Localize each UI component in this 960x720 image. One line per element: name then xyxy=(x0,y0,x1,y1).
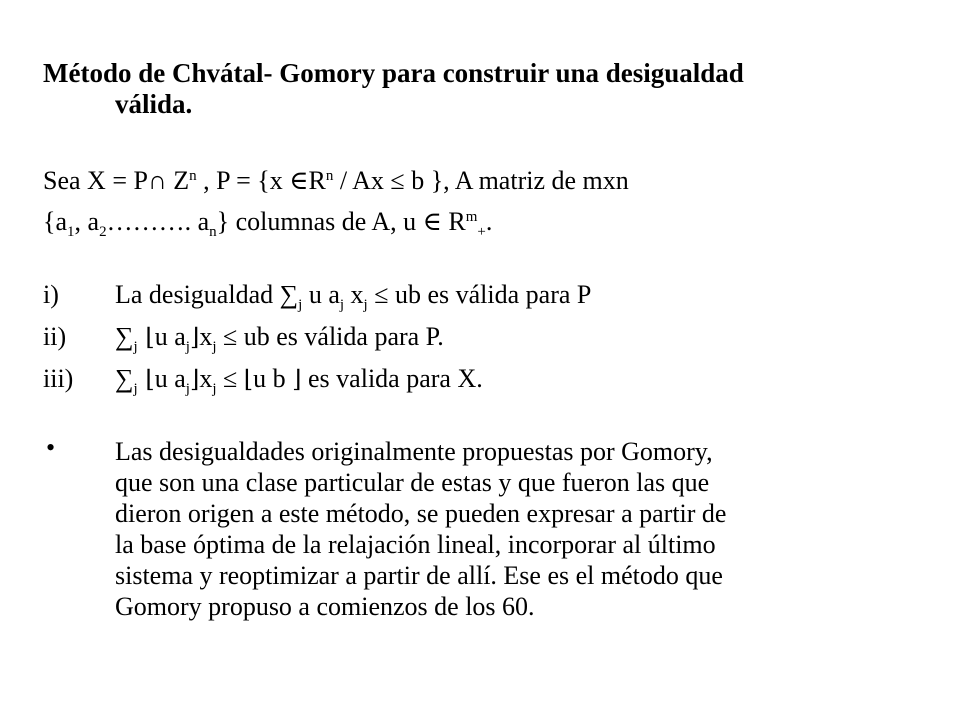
sum-symbol: ∑ xyxy=(115,322,134,351)
def1-text-d: R xyxy=(308,166,326,195)
def1-sup-n1: n xyxy=(189,168,197,184)
bullet-icon: • xyxy=(46,433,56,462)
def2-sub-plus: + xyxy=(477,224,486,240)
paragraph-line: la base óptima de la relajación lineal, incorporar al último xyxy=(115,530,716,559)
paragraph-line: sistema y reoptimizar a partir de allí. Ese es el método que xyxy=(115,561,723,590)
floor-left-symbol: ⌊ xyxy=(137,323,155,351)
item-text: x xyxy=(199,322,213,351)
item-text: u a xyxy=(154,322,186,351)
sub-j: j xyxy=(363,297,368,313)
paragraph-line: Gomory propuso a comienzos de los 60. xyxy=(115,592,535,621)
floor-right-symbol: ⌋ xyxy=(189,323,200,351)
list-item-ii xyxy=(43,322,444,355)
item-label: i) xyxy=(43,280,59,309)
item-text: u a xyxy=(302,280,340,309)
floor-right-symbol: ⌋ xyxy=(292,365,302,393)
paragraph-line: que son una clase particular de estas y que fueron las que xyxy=(115,468,710,497)
sum-symbol: ∑ xyxy=(279,280,299,309)
item-text: La desigualdad xyxy=(115,280,280,309)
def2-sub-1: 1 xyxy=(67,224,75,240)
floor-left-symbol: ⌊ xyxy=(243,365,254,393)
item-text: ≤ ub es válida para P xyxy=(367,280,592,309)
sub-j: j xyxy=(185,381,190,397)
def2-text-f: . xyxy=(485,207,493,236)
sub-j: j xyxy=(133,381,138,397)
item-text: x xyxy=(344,280,364,309)
bullet-paragraph xyxy=(115,436,905,622)
paragraph-line: dieron origen a este método, se pueden expresar a partir de xyxy=(115,499,727,528)
slide-title xyxy=(43,58,923,120)
sub-j: j xyxy=(212,339,217,355)
def2-sup-m: m xyxy=(465,209,478,225)
floor-right-symbol: ⌋ xyxy=(189,365,200,393)
def2-sub-n: n xyxy=(209,224,217,240)
def1-text-e: / Ax ≤ b }, A matriz de mxn xyxy=(333,166,629,195)
item-text: u a xyxy=(154,364,186,393)
element-of-symbol-2: ∈ xyxy=(422,207,442,236)
def2-text-d: } columnas de A, u xyxy=(216,207,423,236)
title-line-2: válida. xyxy=(115,89,193,119)
floor-left-symbol: ⌊ xyxy=(137,365,155,393)
def1-text-b: Z xyxy=(166,166,190,195)
sub-j: j xyxy=(185,339,190,355)
item-text: es valida para X. xyxy=(301,364,483,393)
definition-line-2 xyxy=(43,207,493,240)
list-item-i xyxy=(43,280,592,313)
item-label: iii) xyxy=(43,364,74,393)
intersection-symbol: ∩ xyxy=(147,166,167,195)
def2-text-a: {a xyxy=(43,207,68,236)
paragraph-line: Las desigualdades originalmente propuestas por Gomory, xyxy=(115,437,713,466)
item-text: u b xyxy=(253,364,293,393)
item-text: ≤ ub es válida para P. xyxy=(216,322,444,351)
item-text: x xyxy=(199,364,213,393)
def2-sub-2: 2 xyxy=(99,224,107,240)
list-item-iii xyxy=(43,364,483,397)
sub-j: j xyxy=(133,339,138,355)
element-of-symbol: ∈ xyxy=(289,166,309,195)
def2-text-b: , a xyxy=(74,207,100,236)
def1-text-a: Sea X = P xyxy=(43,166,148,195)
definition-line-1 xyxy=(43,166,629,196)
def2-text-e: R xyxy=(441,207,466,236)
item-text: ≤ xyxy=(216,364,244,393)
def1-text-c: , P = {x xyxy=(196,166,290,195)
def1-sup-n2: n xyxy=(325,168,334,184)
sub-j: j xyxy=(212,381,217,397)
item-label: ii) xyxy=(43,322,67,351)
def2-text-c: ………. a xyxy=(106,207,210,236)
sub-j: j xyxy=(339,297,345,313)
sub-j: j xyxy=(298,297,303,313)
sum-symbol: ∑ xyxy=(115,364,134,393)
title-line-1: Método de Chvátal- Gomory para construir una desigualdad xyxy=(43,58,744,88)
